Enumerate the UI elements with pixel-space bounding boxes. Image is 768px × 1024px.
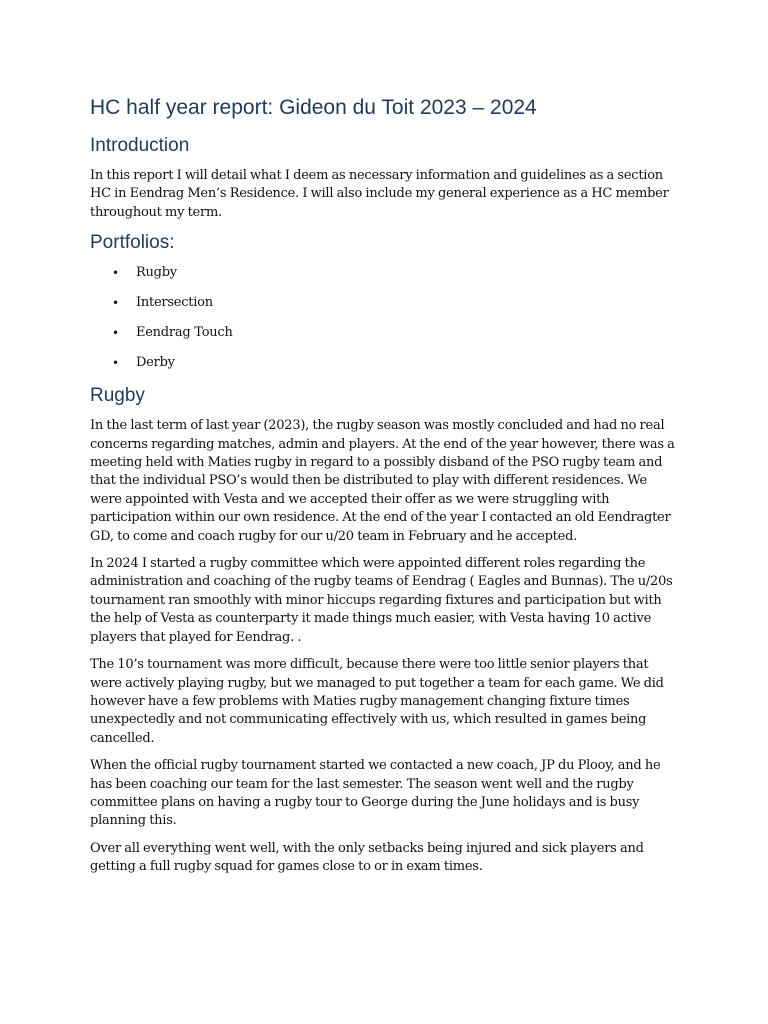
list-item — [112, 294, 682, 312]
introduction-paragraph: In this report I will detail what I deem as necessary information and guidelines as a section HC in Eendrag Men’s Residence. I will also include my general experience as a HC member throughout my term. — [90, 168, 669, 220]
list-item — [112, 354, 682, 372]
rugby-paragraph-4: When the official rugby tournament started we contacted a new coach, JP du Plooy, and he has been coaching our team for the last semester. The season went well and the rugby committee plans on having a rugby tour to George during the June holidays and is busy planning this. — [90, 758, 661, 829]
rugby-paragraph-5: Over all everything went well, with the only setbacks being injured and sick players and getting a full rugby squad for games close to or in exam times. — [90, 840, 644, 875]
list-item — [112, 264, 682, 282]
introduction-heading: Introduction — [90, 135, 190, 156]
portfolios-heading: Portfolios: — [90, 232, 175, 254]
portfolios-list — [90, 264, 682, 372]
portfolio-item-rugby: Rugby — [136, 265, 177, 281]
bullet-icon: • — [112, 326, 119, 341]
rugby-paragraph-3: The 10’s tournament was more difficult, because there were too little senior players that were actively playing rugby, but we managed to put together a team for each game. We did however have a few problems with Maties rugby management changing fixture times unexpectedly and not communicating effectively with us, which resulted in games being cancelled. — [90, 657, 664, 746]
portfolio-item-intersection: Intersection — [136, 295, 213, 311]
list-item — [112, 324, 682, 342]
portfolio-item-eendrag-touch: Eendrag Touch — [136, 325, 233, 341]
bullet-icon: • — [112, 296, 119, 311]
portfolio-item-derby: Derby — [136, 355, 175, 371]
bullet-icon: • — [112, 266, 119, 281]
rugby-paragraph-2: In 2024 I started a rugby committee which were appointed different roles regarding the administration and coaching of the rugby teams of Eendrag ( Eagles and Bunnas). The u/20s tournament ran smoothly with minor hiccups regarding fixtures and participation but with the help of Vesta as counterparty it made things much easier, with Vesta having 10 active players that played for Eendrag. . — [90, 556, 673, 645]
document-page — [90, 94, 682, 886]
rugby-heading: Rugby — [90, 385, 145, 407]
rugby-paragraph-1: In the last term of last year (2023), the rugby season was mostly concluded and had no real concerns regarding matches, admin and players. At the end of the year however, there was a meeting held with Maties rugby in regard to a possibly disband of the PSO rugby team and that the individual PSO’s would then be distributed to play with different residences. We were appointed with Vesta and we accepted their offer as we were struggling with participation within our own residence. At the end of the year I contacted an old Eendragter GD, to come and coach rugby for our u/20 team in February and he accepted. — [90, 418, 675, 544]
document-title: HC half year report: Gideon du Toit 2023 – 2024 — [90, 96, 537, 119]
bullet-icon: • — [112, 356, 119, 371]
